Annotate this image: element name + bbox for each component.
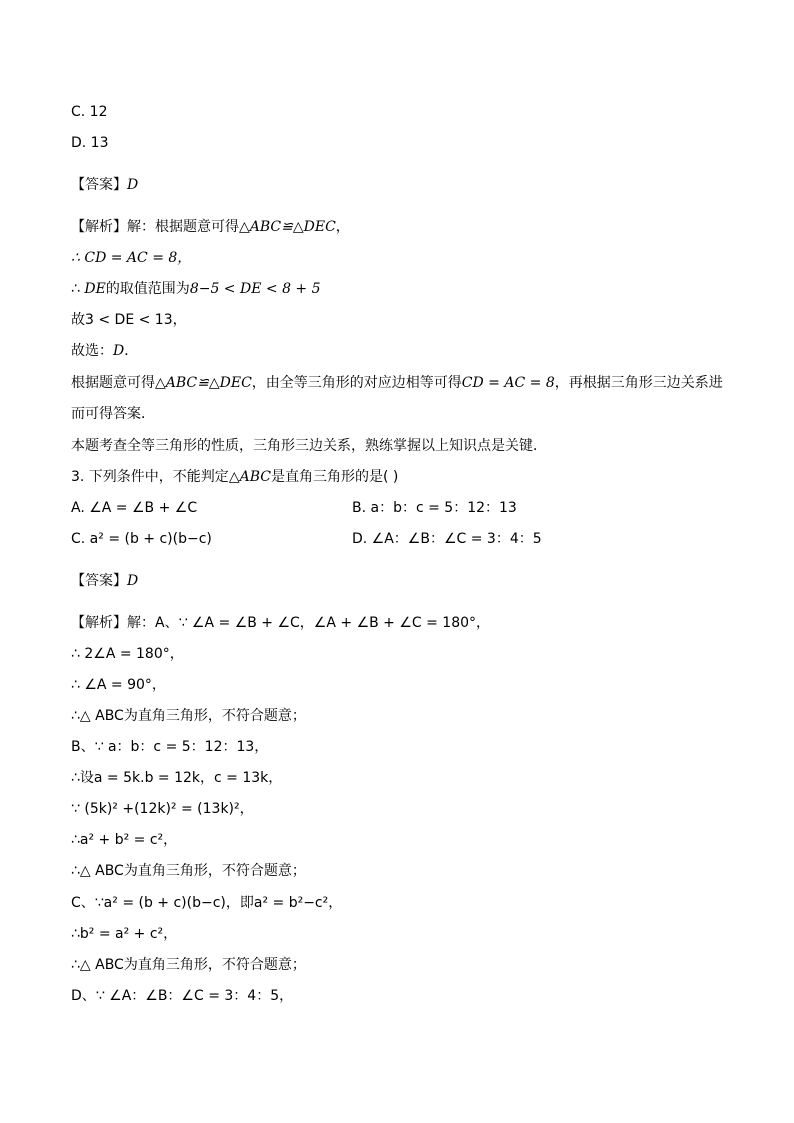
range-math: 8−5 < DE < 8 + 5	[189, 281, 321, 297]
step-a-right: ∴△ ABC为直角三角形，不符合题意；	[71, 708, 306, 724]
summary-line: 本题考查全等三角形的性质，三角形三边关系，熟练掌握以上知识点是关键．	[71, 438, 547, 454]
expl-c: ，再根据三角形三边关系进	[554, 375, 723, 391]
step-d-ratio: D、∵ ∠A：∠B：∠C = 3：4：5，	[71, 988, 294, 1004]
option-c-prev: C. 12	[71, 104, 108, 120]
explanation-line-2: 而可得答案．	[71, 406, 155, 422]
expl-math2: CD = AC = 8	[461, 375, 555, 391]
analysis-line-1	[71, 217, 350, 237]
de-symbol: DE	[84, 281, 106, 297]
analysis-text-2: 解：A、∵ ∠A = ∠B + ∠C，∠A + ∠B + ∠C = 180°，	[127, 615, 491, 631]
expl-a: 根据题意可得	[71, 375, 155, 391]
answer-tag: 【答案】	[71, 177, 127, 193]
question-text-b: 是直角三角形的是( )	[270, 469, 399, 485]
answer-tag-2: 【答案】	[71, 573, 127, 589]
step-b-let: ∴设a = 5k.b = 12k，c = 13k，	[71, 770, 283, 786]
step-de-range	[71, 279, 321, 299]
option-c: C. a² = (b + c)(b−c)	[71, 531, 212, 547]
option-b: B. a：b：c = 5：12：13	[352, 500, 517, 516]
step-2a: ∴ 2∠A = 180°，	[71, 646, 184, 662]
therefore: ∴	[71, 281, 85, 297]
step-c-right: ∴△ ABC为直角三角形，不符合题意；	[71, 957, 306, 973]
step-b-ratio: B、∵ a：b：c = 5：12：13，	[71, 739, 269, 755]
analysis-math: △ABC≌△DEC	[239, 219, 336, 235]
answer-value-2: D	[127, 573, 139, 589]
analysis-tag: 【解析】	[71, 219, 127, 235]
step-b-right: ∴△ ABC为直角三角形，不符合题意；	[71, 863, 306, 879]
range-text: 的取值范围为	[105, 281, 190, 297]
question-math: △ABC	[228, 469, 271, 485]
question-3	[71, 467, 398, 487]
step-conclusion: 故3 < DE < 13，	[71, 312, 187, 328]
choose-text: 故选：	[71, 343, 113, 359]
choose-answer: D	[113, 343, 125, 359]
question-text-a: 3. 下列条件中，不能判定	[71, 469, 229, 485]
answer-value: D	[127, 177, 139, 193]
expl-b: ，由全等三角形的对应边相等可得	[251, 375, 462, 391]
step-a-90: ∴ ∠A = 90°，	[71, 677, 166, 693]
explanation-line-1	[71, 373, 723, 393]
answer-line-1	[71, 175, 138, 195]
expl-math1: △ABC≌△DEC	[155, 375, 252, 391]
analysis-text: 解：根据题意可得	[127, 219, 239, 235]
step-b-pythag: ∴a² + b² = c²，	[71, 832, 178, 848]
answer-line-2	[71, 571, 138, 591]
choose-end: ．	[124, 343, 139, 359]
analysis-line-2	[71, 613, 490, 633]
step-c-eq: C、∵a² = (b + c)(b−c)，即a² = b²−c²，	[71, 895, 343, 911]
choose-line	[71, 341, 138, 361]
analysis-tag-2: 【解析】	[71, 615, 127, 631]
step-c-pythag: ∴b² = a² + c²，	[71, 926, 178, 942]
option-d-prev: D. 13	[71, 135, 109, 151]
option-d: D. ∠A：∠B：∠C = 3：4：5	[352, 531, 542, 547]
step-b-square: ∵ (5k)² +(12k)² = (13k)²，	[71, 801, 254, 817]
analysis-end: ，	[335, 219, 350, 235]
option-a: A. ∠A = ∠B + ∠C	[71, 500, 198, 516]
step-cd-ac: ∴ CD = AC = 8，	[71, 250, 192, 266]
